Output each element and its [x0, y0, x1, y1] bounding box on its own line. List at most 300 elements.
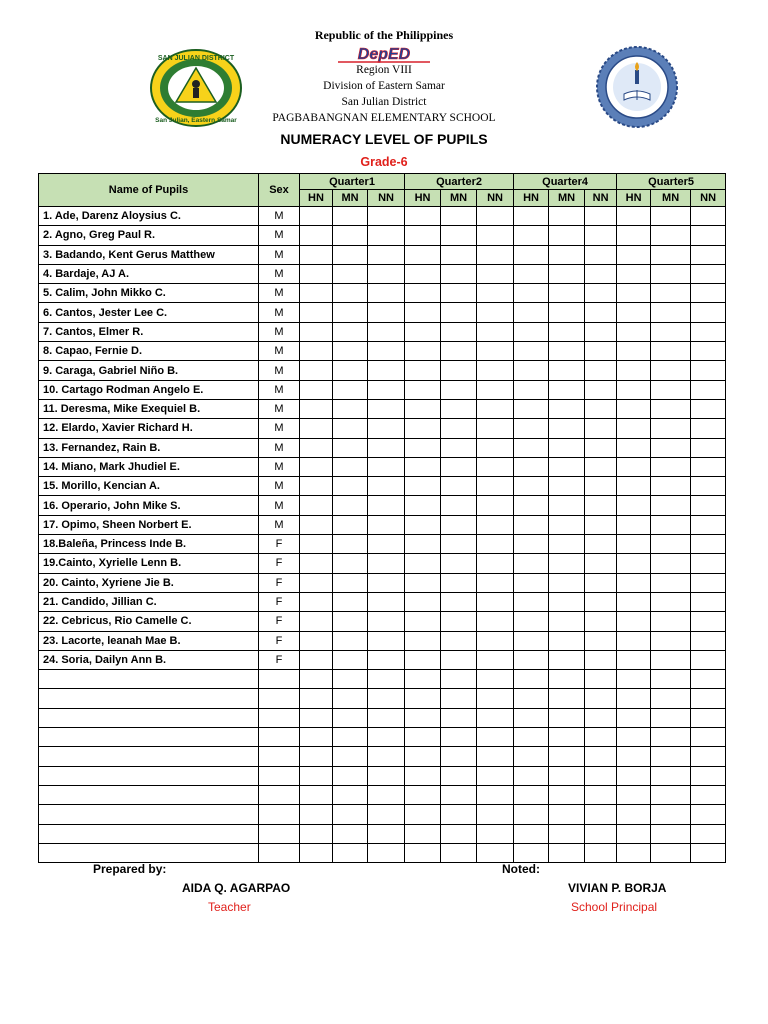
level-subheader: HN [514, 190, 549, 207]
level-cell [691, 303, 726, 322]
level-cell [368, 207, 405, 226]
level-cell [368, 342, 405, 361]
level-cell [617, 438, 651, 457]
pupil-name-cell: 2. Agno, Greg Paul R. [39, 226, 259, 245]
level-cell [405, 728, 441, 747]
level-cell [549, 612, 585, 631]
level-cell [585, 361, 617, 380]
level-cell [300, 805, 333, 824]
table-row [39, 399, 726, 418]
level-cell [477, 496, 514, 515]
level-cell [617, 515, 651, 534]
level-cell [441, 399, 477, 418]
level-cell [691, 284, 726, 303]
level-cell [477, 728, 514, 747]
level-cell [441, 554, 477, 573]
level-cell [368, 554, 405, 573]
level-cell [300, 843, 333, 862]
level-subheader: MN [441, 190, 477, 207]
level-cell [300, 824, 333, 843]
level-cell [300, 766, 333, 785]
pupil-name-cell [39, 766, 259, 785]
level-cell [368, 612, 405, 631]
level-cell [368, 361, 405, 380]
level-cell [514, 361, 549, 380]
level-cell [405, 207, 441, 226]
level-cell [368, 380, 405, 399]
level-cell [477, 399, 514, 418]
level-cell [691, 535, 726, 554]
level-cell [333, 457, 368, 476]
level-cell [514, 670, 549, 689]
level-cell [333, 496, 368, 515]
pupil-sex-cell: M [259, 284, 300, 303]
level-cell [405, 650, 441, 669]
level-cell [300, 322, 333, 341]
level-cell [441, 284, 477, 303]
quarter-header: Quarter5 [617, 174, 726, 190]
teacher-role: Teacher [208, 900, 251, 914]
level-subheader: NN [368, 190, 405, 207]
level-cell [651, 322, 691, 341]
level-cell [549, 342, 585, 361]
level-cell [617, 631, 651, 650]
table-row [39, 766, 726, 785]
level-cell [477, 207, 514, 226]
level-cell [514, 747, 549, 766]
pupil-sex-cell: F [259, 592, 300, 611]
level-cell [333, 380, 368, 399]
level-cell [300, 477, 333, 496]
noted-label: Noted: [502, 862, 540, 876]
pupil-sex-cell: M [259, 303, 300, 322]
level-cell [691, 689, 726, 708]
level-cell [405, 457, 441, 476]
level-cell [651, 728, 691, 747]
level-cell [549, 805, 585, 824]
level-cell [405, 515, 441, 534]
pupil-name-cell: 9. Caraga, Gabriel Niño B. [39, 361, 259, 380]
table-row [39, 207, 726, 226]
level-cell [368, 747, 405, 766]
level-cell [368, 805, 405, 824]
pupil-name-cell: 11. Deresma, Mike Exequiel B. [39, 399, 259, 418]
level-cell [549, 207, 585, 226]
table-row [39, 554, 726, 573]
svg-text:San Julian, Eastern Samar: San Julian, Eastern Samar [155, 117, 237, 124]
level-cell [514, 573, 549, 592]
table-row [39, 438, 726, 457]
level-cell [405, 322, 441, 341]
level-cell [405, 612, 441, 631]
level-subheader: MN [651, 190, 691, 207]
district-seal-logo [150, 48, 242, 128]
pupil-name-cell: 16. Operario, John Mike S. [39, 496, 259, 515]
level-cell [405, 843, 441, 862]
table-row [39, 573, 726, 592]
level-cell [300, 264, 333, 283]
level-cell [441, 264, 477, 283]
level-cell [405, 573, 441, 592]
level-cell [617, 477, 651, 496]
level-cell [549, 766, 585, 785]
level-cell [514, 824, 549, 843]
grade-label: Grade-6 [360, 155, 408, 169]
level-cell [691, 631, 726, 650]
level-subheader: NN [691, 190, 726, 207]
level-cell [514, 477, 549, 496]
level-cell [691, 438, 726, 457]
level-cell [691, 245, 726, 264]
level-cell [514, 322, 549, 341]
table-row [39, 612, 726, 631]
level-cell [477, 843, 514, 862]
level-cell [617, 592, 651, 611]
level-cell [691, 515, 726, 534]
table-row [39, 650, 726, 669]
level-cell [441, 747, 477, 766]
level-cell [651, 535, 691, 554]
level-cell [514, 496, 549, 515]
level-cell [333, 747, 368, 766]
level-cell [691, 457, 726, 476]
level-cell [617, 843, 651, 862]
level-cell [477, 535, 514, 554]
table-row [39, 515, 726, 534]
level-cell [368, 477, 405, 496]
level-cell [405, 766, 441, 785]
table-row [39, 728, 726, 747]
pupil-sex-cell: M [259, 380, 300, 399]
table-row [39, 631, 726, 650]
level-cell [300, 515, 333, 534]
level-cell [300, 284, 333, 303]
level-cell [477, 612, 514, 631]
level-cell [549, 496, 585, 515]
level-cell [405, 399, 441, 418]
level-cell [585, 535, 617, 554]
level-cell [368, 766, 405, 785]
level-cell [300, 535, 333, 554]
level-cell [368, 284, 405, 303]
level-cell [691, 650, 726, 669]
level-cell [617, 245, 651, 264]
pupil-sex-cell [259, 766, 300, 785]
pupil-name-cell: 22. Cebricus, Rio Camelle C. [39, 612, 259, 631]
pupil-name-cell [39, 747, 259, 766]
table-row [39, 380, 726, 399]
level-cell [585, 728, 617, 747]
level-cell [585, 805, 617, 824]
pupil-name-cell: 13. Fernandez, Rain B. [39, 438, 259, 457]
pupil-sex-cell: M [259, 477, 300, 496]
level-cell [651, 843, 691, 862]
level-cell [300, 226, 333, 245]
level-cell [477, 650, 514, 669]
table-row [39, 747, 726, 766]
table-row [39, 592, 726, 611]
division-line: Division of Eastern Samar [323, 80, 445, 92]
level-cell [691, 785, 726, 804]
level-subheader: NN [477, 190, 514, 207]
level-cell [651, 380, 691, 399]
level-cell [514, 342, 549, 361]
pupil-name-cell: 18.Baleña, Princess Inde B. [39, 535, 259, 554]
level-cell [514, 766, 549, 785]
level-cell [549, 728, 585, 747]
level-cell [441, 573, 477, 592]
level-cell [514, 226, 549, 245]
level-cell [617, 207, 651, 226]
level-cell [585, 457, 617, 476]
level-cell [617, 824, 651, 843]
level-cell [514, 399, 549, 418]
level-cell [617, 689, 651, 708]
level-cell [585, 380, 617, 399]
level-cell [617, 766, 651, 785]
level-cell [300, 457, 333, 476]
pupil-name-cell: 24. Soria, Dailyn Ann B. [39, 650, 259, 669]
level-cell [477, 573, 514, 592]
level-cell [585, 612, 617, 631]
level-cell [691, 380, 726, 399]
level-cell [405, 477, 441, 496]
level-cell [477, 766, 514, 785]
pupil-name-cell [39, 708, 259, 727]
level-cell [651, 670, 691, 689]
level-cell [514, 535, 549, 554]
level-cell [441, 419, 477, 438]
level-cell [691, 612, 726, 631]
level-cell [300, 631, 333, 650]
pupil-name-cell: 5. Calim, John Mikko C. [39, 284, 259, 303]
level-cell [651, 361, 691, 380]
level-cell [368, 399, 405, 418]
level-cell [441, 728, 477, 747]
republic-heading: Republic of the Philippines [314, 28, 454, 42]
teacher-name: AIDA Q. AGARPAO [182, 881, 291, 895]
level-cell [514, 592, 549, 611]
pupil-name-cell: 20. Cainto, Xyriene Jie B. [39, 573, 259, 592]
name-column-header: Name of Pupils [39, 174, 259, 207]
level-cell [617, 399, 651, 418]
level-cell [300, 399, 333, 418]
level-cell [333, 226, 368, 245]
level-cell [477, 380, 514, 399]
level-cell [617, 496, 651, 515]
pupil-sex-cell: M [259, 207, 300, 226]
level-cell [368, 496, 405, 515]
level-cell [477, 303, 514, 322]
level-cell [651, 303, 691, 322]
table-row [39, 245, 726, 264]
level-cell [651, 226, 691, 245]
level-cell [514, 438, 549, 457]
level-cell [651, 284, 691, 303]
pupil-sex-cell: M [259, 496, 300, 515]
level-cell [549, 785, 585, 804]
level-cell [333, 438, 368, 457]
level-cell [617, 284, 651, 303]
level-cell [441, 477, 477, 496]
pupil-sex-cell [259, 689, 300, 708]
level-cell [585, 650, 617, 669]
pupil-sex-cell: M [259, 264, 300, 283]
table-row [39, 322, 726, 341]
level-cell [549, 303, 585, 322]
level-cell [691, 226, 726, 245]
level-cell [691, 419, 726, 438]
level-cell [333, 785, 368, 804]
level-cell [477, 284, 514, 303]
level-cell [477, 477, 514, 496]
pupil-sex-cell [259, 728, 300, 747]
level-cell [368, 419, 405, 438]
level-cell [617, 380, 651, 399]
level-cell [333, 728, 368, 747]
pupil-sex-cell: M [259, 322, 300, 341]
level-cell [514, 457, 549, 476]
level-cell [333, 573, 368, 592]
level-cell [585, 785, 617, 804]
level-cell [691, 708, 726, 727]
level-cell [441, 207, 477, 226]
level-cell [651, 457, 691, 476]
pupil-sex-cell [259, 747, 300, 766]
level-cell [333, 207, 368, 226]
level-cell [691, 805, 726, 824]
level-cell [441, 824, 477, 843]
level-cell [333, 264, 368, 283]
level-cell [617, 670, 651, 689]
pupil-sex-cell: M [259, 361, 300, 380]
level-cell [651, 766, 691, 785]
district-line: San Julian District [341, 96, 427, 108]
level-cell [405, 438, 441, 457]
svg-text:DepED: DepED [357, 46, 411, 63]
level-cell [441, 670, 477, 689]
level-subheader: NN [585, 190, 617, 207]
pupil-sex-cell: F [259, 612, 300, 631]
level-cell [651, 245, 691, 264]
level-cell [441, 303, 477, 322]
pupil-name-cell: 6. Cantos, Jester Lee C. [39, 303, 259, 322]
level-subheader: HN [617, 190, 651, 207]
level-cell [368, 303, 405, 322]
level-cell [477, 670, 514, 689]
level-cell [405, 380, 441, 399]
level-cell [617, 419, 651, 438]
pupil-sex-cell [259, 670, 300, 689]
level-cell [617, 322, 651, 341]
level-cell [617, 264, 651, 283]
level-cell [514, 515, 549, 534]
level-cell [441, 380, 477, 399]
level-cell [333, 554, 368, 573]
level-cell [549, 226, 585, 245]
level-cell [585, 264, 617, 283]
level-cell [368, 785, 405, 804]
level-cell [300, 728, 333, 747]
pupil-name-cell: 23. Lacorte, leanah Mae B. [39, 631, 259, 650]
level-cell [585, 747, 617, 766]
table-row [39, 226, 726, 245]
level-cell [300, 303, 333, 322]
level-cell [549, 284, 585, 303]
level-cell [368, 438, 405, 457]
level-cell [368, 824, 405, 843]
level-cell [405, 689, 441, 708]
level-cell [514, 245, 549, 264]
level-cell [585, 766, 617, 785]
level-cell [585, 573, 617, 592]
level-cell [405, 303, 441, 322]
level-cell [549, 322, 585, 341]
level-cell [514, 805, 549, 824]
level-cell [405, 284, 441, 303]
level-cell [514, 284, 549, 303]
level-cell [477, 361, 514, 380]
pupil-sex-cell [259, 708, 300, 727]
level-cell [441, 342, 477, 361]
level-cell [333, 419, 368, 438]
level-cell [300, 380, 333, 399]
level-cell [617, 535, 651, 554]
level-cell [441, 689, 477, 708]
pupil-name-cell [39, 824, 259, 843]
pupil-name-cell [39, 728, 259, 747]
table-row [39, 785, 726, 804]
level-cell [300, 207, 333, 226]
pupil-sex-cell: F [259, 631, 300, 650]
level-subheader: MN [333, 190, 368, 207]
level-cell [514, 419, 549, 438]
level-cell [300, 785, 333, 804]
pupil-sex-cell: F [259, 535, 300, 554]
level-cell [477, 419, 514, 438]
level-cell [617, 554, 651, 573]
level-cell [691, 766, 726, 785]
level-cell [333, 535, 368, 554]
pupil-name-cell: 8. Capao, Fernie D. [39, 342, 259, 361]
level-cell [441, 438, 477, 457]
level-cell [477, 785, 514, 804]
level-cell [368, 708, 405, 727]
level-cell [300, 573, 333, 592]
table-row [39, 264, 726, 283]
level-cell [300, 747, 333, 766]
level-cell [405, 361, 441, 380]
level-cell [333, 766, 368, 785]
level-subheader: HN [405, 190, 441, 207]
level-cell [477, 554, 514, 573]
level-cell [617, 650, 651, 669]
level-cell [549, 747, 585, 766]
table-row [39, 708, 726, 727]
level-cell [651, 785, 691, 804]
level-cell [691, 824, 726, 843]
pupil-name-cell: 3. Badando, Kent Gerus Matthew [39, 245, 259, 264]
table-row [39, 477, 726, 496]
level-cell [300, 245, 333, 264]
quarter-header: Quarter2 [405, 174, 514, 190]
level-cell [368, 728, 405, 747]
level-cell [514, 708, 549, 727]
document-title: NUMERACY LEVEL OF PUPILS [280, 131, 488, 147]
pupil-name-cell [39, 785, 259, 804]
quarter-header: Quarter4 [514, 174, 617, 190]
level-cell [691, 361, 726, 380]
